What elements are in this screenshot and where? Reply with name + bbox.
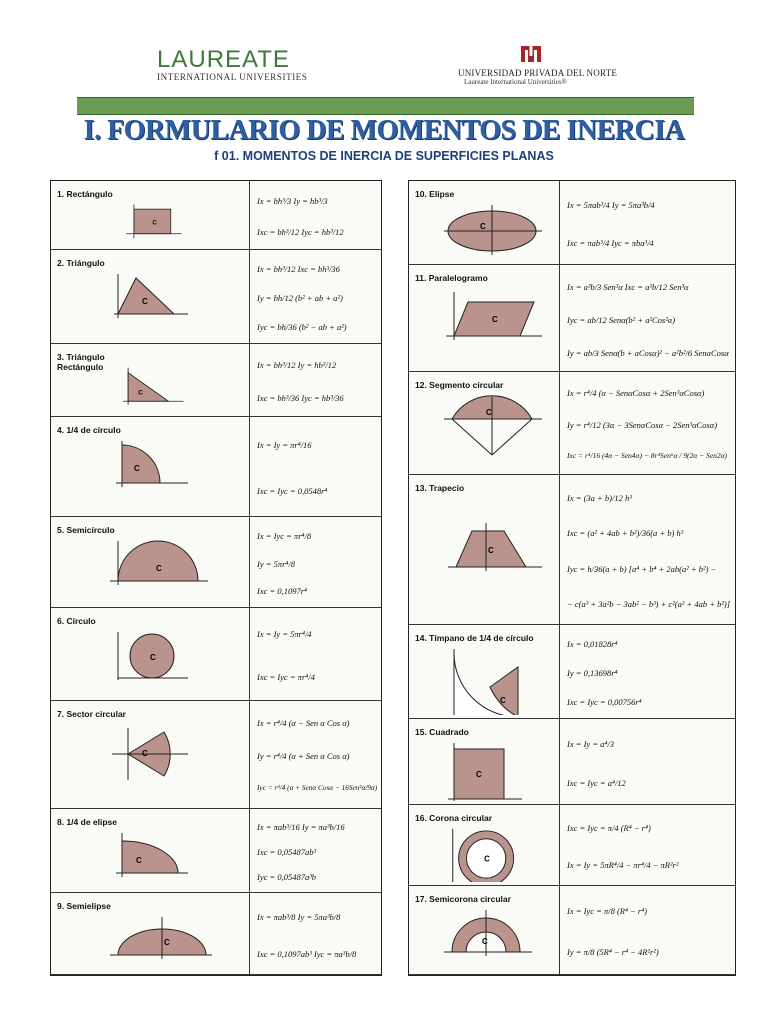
right-item-diagram [439,290,549,371]
svg-text:C: C [134,464,140,473]
right-item-formula: Iyc = h/36(a + b) [a⁴ + b⁴ + 2ab(a² + b²) − [567,564,717,574]
left-item-formula: Ix = Iyc = πr⁴/8 [257,531,312,541]
svg-text:C: C [480,222,486,231]
left-item-formula: Iy = r⁴/4 (α + Sen α Cos α) [257,751,350,761]
right-item-formula: Iy = r⁴/12 (3α − 3SenαCosα − 2Sen³αCosα) [567,420,718,430]
left-item-formula: Iy = 5πr⁴/8 [257,559,295,569]
left-item-formula: Ix = r⁴/4 (α − Sen α Cos α) [257,718,350,728]
svg-text:C: C [156,564,162,573]
left-item-4 [51,417,381,517]
left-item-label: 7. Sector circular [57,709,126,719]
right-item-label: 15. Cuadrado [415,727,469,737]
left-item-formula: Ix = πab³/8 Iy = 5πa³b/8 [257,912,341,922]
right-item-formula: Ixc = r⁴/16 (4α − Sen4α) − 8r⁴Sen⁶α / 9(2α − Sen2α) [567,451,728,460]
right-item-formula: Ixc = Iyc = π/4 (R⁴ − r⁴) [567,823,651,833]
left-item-3 [51,344,381,417]
left-item-diagram [105,539,215,609]
left-item-formula: Iyc = r⁴/4 (α + Senα Cosα − 16Sen²α/9α) [257,784,378,792]
right-item-label: 13. Trapecio [415,483,465,493]
left-item-7 [51,701,381,809]
right-item-label: 14. Tímpano de 1/4 de círculo [415,633,534,643]
svg-text:C: C [142,297,148,306]
left-item-formula: Ix = bh³/12 Iy = hb³/12 [257,360,337,370]
svg-text:C: C [476,770,482,779]
left-item-formula: Ix = bh³/12 Ixc = bh³/36 [257,264,340,274]
left-item-diagram [105,203,215,251]
svg-text:C: C [164,938,170,947]
left-item-6 [51,608,381,701]
right-item-label: 11. Paralelogramo [415,273,488,283]
right-item-diagram [439,203,549,266]
left-item-formula: Ixc = 0,1097ab³ Iyc = πa³b/8 [257,949,357,959]
right-item-3 [409,372,735,475]
right-item-4 [409,475,735,625]
laureate-logo-title: LAUREATE [157,46,290,73]
right-item-formula: Ixc = Iyc = 0,00756r⁴ [567,697,642,707]
left-item-label: 5. Semicírculo [57,525,115,535]
svg-text:C: C [482,937,488,946]
right-item-label: 16. Corona circular [415,813,493,823]
left-item-label: 2. Triángulo [57,258,105,268]
left-formula-table [50,180,382,976]
left-item-label: 1. Rectángulo [57,189,113,199]
left-item-formula: Ixc = bh³/36 Iyc = hb³/36 [257,393,344,403]
left-item-formula: Iy = bh/12 (b² + ab + a²) [257,293,343,303]
right-item-formula: Ix = Iyc = π/8 (R⁴ − r⁴) [567,906,648,916]
left-item-formula: Ix = bh³/3 Iy = hb³/3 [257,196,328,206]
left-item-8 [51,809,381,893]
svg-text:C: C [492,315,498,324]
right-item-formula: Ix = a³b/3 Sen³α Ixc = a³b/12 Sen³α [567,282,689,292]
right-item-formula: Ixc = Iyc = a⁴/12 [567,778,626,788]
svg-text:C: C [138,389,144,397]
right-item-diagram [439,741,549,806]
left-item-diagram [105,366,215,418]
svg-text:C: C [500,696,506,705]
right-item-formula: Iyc = ab/12 Senα(b² + a²Cos²α) [567,315,676,325]
right-item-formula: Ix = r⁴/4 (α − SenαCosα + 2Sen³αCosα) [567,388,705,398]
left-item-1 [51,181,381,250]
right-item-formula: Iy = ab/3 Senα(b + aCosα)² − a²b²/6 SenαCosα [567,348,729,358]
left-item-label: 3. Triángulo Rectángulo [57,352,105,372]
page-subtitle: f 01. MOMENTOS DE INERCIA DE SUPERFICIES PLANAS [214,149,554,163]
upn-logo-subtitle: Laureate International Universities® [464,78,567,86]
right-item-6 [409,719,735,805]
right-item-formula: Iy = π/8 (5R⁴ − r⁴ − 4R²r²) [567,947,659,957]
upn-logo-title: UNIVERSIDAD PRIVADA DEL NORTE [458,68,618,78]
right-item-8 [409,886,735,975]
right-item-formula: Iy = 0,13698r⁴ [567,668,618,678]
right-item-diagram [439,395,549,476]
right-item-formula: Ixc = πab³/4 Iyc = πba³/4 [567,238,654,248]
right-item-diagram [439,827,549,887]
left-item-diagram [105,272,215,345]
right-item-label: 10. Elipse [415,189,455,199]
green-header-band [77,97,694,115]
right-item-diagram [439,647,549,720]
left-item-diagram [105,831,215,894]
page-header [0,0,768,163]
right-item-formula: Ix = 0,01828r⁴ [567,639,618,649]
left-item-formula: Ix = πab³/16 Iy = πa³b/16 [257,822,345,832]
right-item-label: 12. Segmento circular [415,380,504,390]
right-item-1 [409,181,735,265]
left-item-label: 8. 1/4 de elipse [57,817,118,827]
right-item-diagram [439,908,549,976]
right-item-formula: Ix = 5πab³/4 Iy = 5πa³b/4 [567,200,655,210]
left-item-formula: Ixc = 0,1097r⁴ [257,586,307,596]
left-item-formula: Ixc = bh³/12 Iyc = hb³/12 [257,227,344,237]
laureate-logo-subtitle: INTERNATIONAL UNIVERSITIES [157,72,308,82]
svg-text:C: C [142,749,148,758]
left-item-formula: Ixc = Iyc = 0,0548r⁴ [257,486,328,496]
right-formula-table [408,180,736,976]
left-item-diagram [105,439,215,518]
right-item-formula: Ixc = (a² + 4ab + b²)/36(a + b) h³ [567,528,684,538]
left-item-diagram [105,726,215,807]
left-item-formula: Iyc = bh/36 (b² − ab + a²) [257,322,347,332]
right-item-2 [409,265,735,372]
left-item-label: 4. 1/4 de círculo [57,425,121,435]
right-item-label: 17. Semicorona circular [415,894,511,904]
left-item-diagram [105,915,215,976]
left-item-9 [51,893,381,975]
svg-text:C: C [484,854,490,864]
left-item-label: 6. Círculo [57,616,96,626]
svg-text:C: C [488,546,494,555]
right-item-formula: Ix = Iy = a⁴/3 [567,739,614,749]
svg-text:C: C [152,219,157,227]
right-item-diagram [439,521,549,602]
left-item-formula: Ixc = 0,05487ab³ [257,847,317,857]
right-item-formula: Ix = (3a + b)/12 h³ [567,493,632,503]
svg-text:C: C [486,408,492,417]
right-item-7 [409,805,735,886]
left-item-formula: Ix = Iy = πr⁴/16 [257,440,312,450]
laureate-logo [157,48,308,82]
left-item-formula: Ixc = Iyc = πr⁴/4 [257,672,315,682]
left-item-label: 9. Semielipse [57,901,111,911]
left-item-formula: Iyc = 0,05487a³b [257,872,317,882]
svg-text:C: C [136,856,142,865]
left-item-5 [51,517,381,608]
left-item-formula: Ix = Iy = 5πr⁴/4 [257,629,312,639]
right-item-formula: − c(a³ + 3a²b − 3ab² − b³) + c²(a² + 4ab + b²)] [567,599,731,609]
right-item-formula: Ix = Iy = 5πR⁴/4 − πr⁴/4 − πR²r² [567,860,679,870]
right-item-5 [409,625,735,719]
upn-emblem-icon [520,44,542,64]
left-item-diagram [105,630,215,702]
svg-text:C: C [150,653,156,662]
left-item-2 [51,250,381,344]
page-title: I. FORMULARIO DE MOMENTOS DE INERCIA [83,115,685,146]
